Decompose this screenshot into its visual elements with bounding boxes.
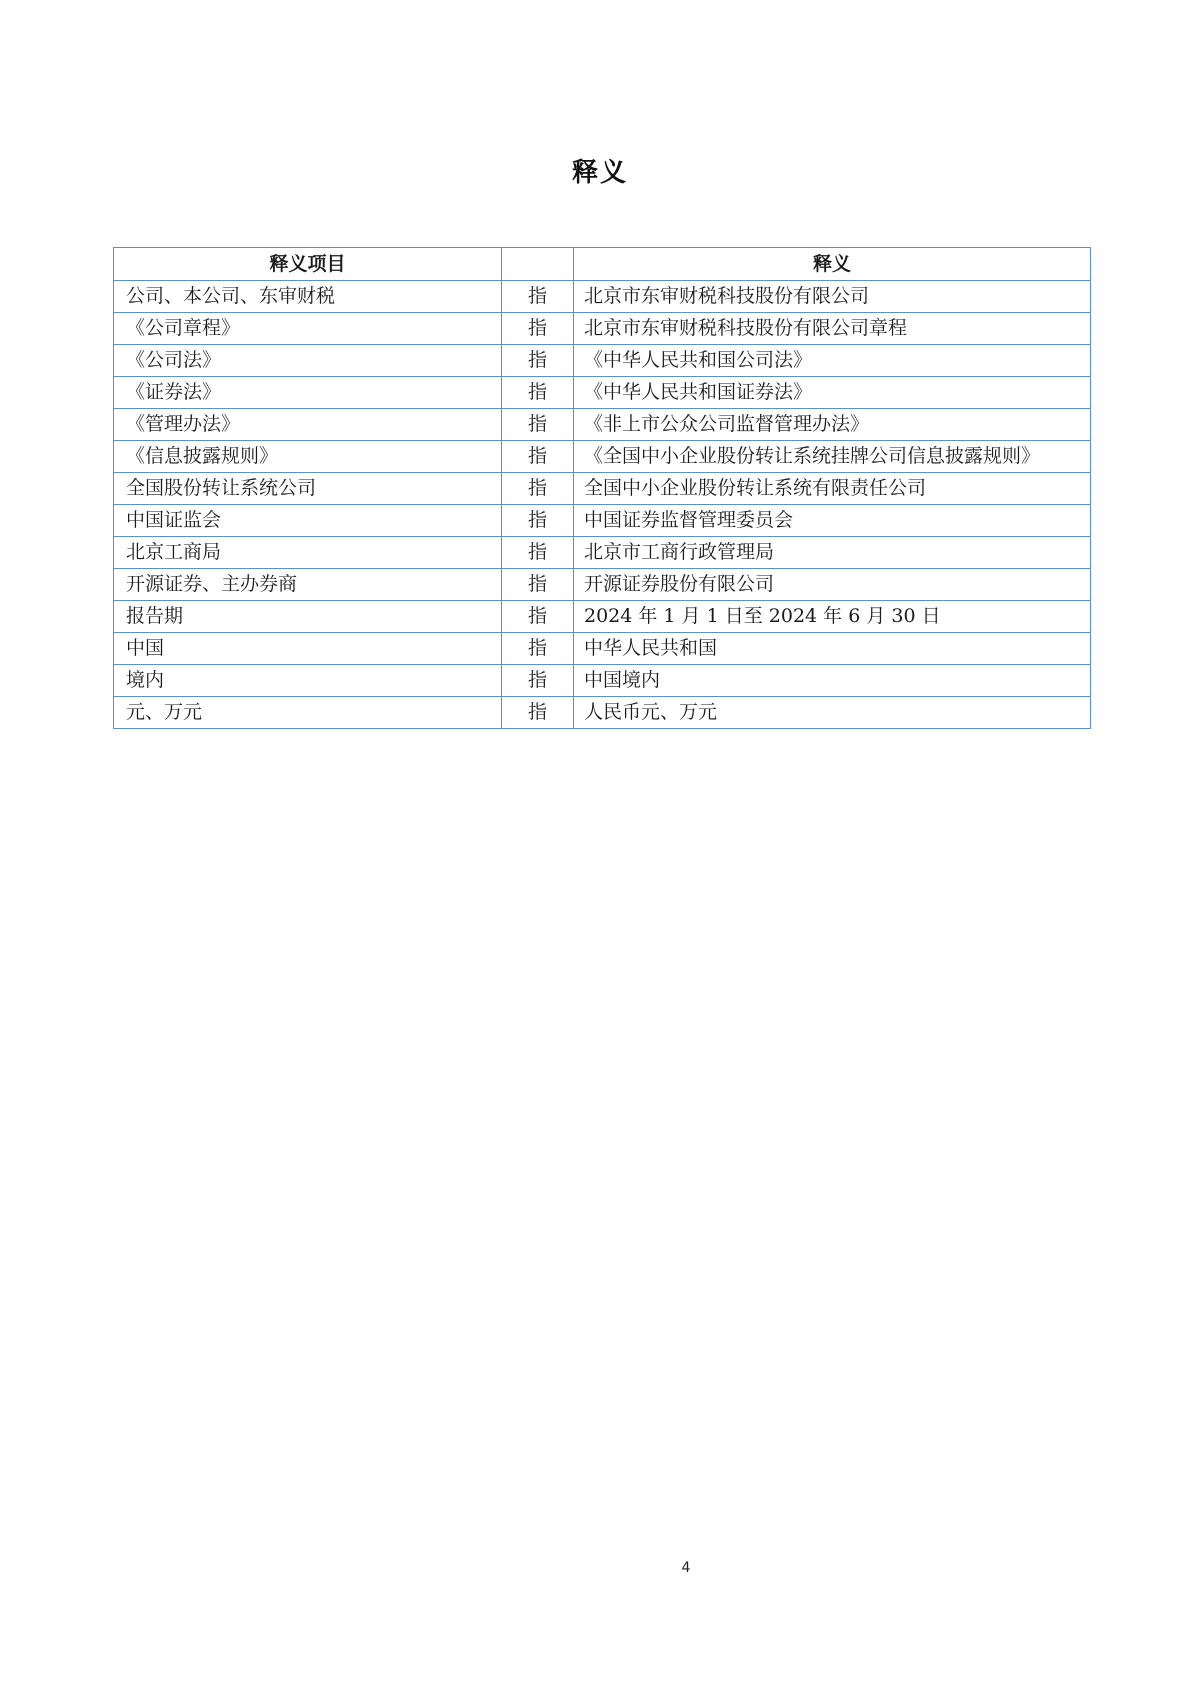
definition-cell: 北京市东审财税科技股份有限公司 <box>574 281 1091 313</box>
page-title: 释义 <box>571 158 628 188</box>
term-cell: 《证券法》 <box>114 377 502 409</box>
table-row <box>114 441 1091 473</box>
ref-cell: 指 <box>502 633 574 665</box>
ref-cell: 指 <box>502 537 574 569</box>
term-cell: 全国股份转让系统公司 <box>114 473 502 505</box>
term-cell: 开源证券、主办券商 <box>114 569 502 601</box>
term-cell: 《管理办法》 <box>114 409 502 441</box>
definition-cell: 北京市工商行政管理局 <box>574 537 1091 569</box>
ref-cell: 指 <box>502 441 574 473</box>
definition-cell: 2024 年 1 月 1 日至 2024 年 6 月 30 日 <box>574 601 1091 633</box>
ref-cell: 指 <box>502 665 574 697</box>
ref-cell: 指 <box>502 473 574 505</box>
term-cell: 中国 <box>114 633 502 665</box>
ref-cell: 指 <box>502 313 574 345</box>
ref-cell: 指 <box>502 281 574 313</box>
table-row <box>114 313 1091 345</box>
term-cell: 中国证监会 <box>114 505 502 537</box>
term-cell: 报告期 <box>114 601 502 633</box>
header-term: 释义项目 <box>114 248 502 281</box>
ref-cell: 指 <box>502 505 574 537</box>
definition-cell: 《非上市公众公司监督管理办法》 <box>574 409 1091 441</box>
table-row <box>114 505 1091 537</box>
table-row <box>114 281 1091 313</box>
table-row <box>114 601 1091 633</box>
header-definition: 释义 <box>574 248 1091 281</box>
table-row <box>114 665 1091 697</box>
definition-cell: 《中华人民共和国证券法》 <box>574 377 1091 409</box>
term-cell: 公司、本公司、东审财税 <box>114 281 502 313</box>
term-cell: 《信息披露规则》 <box>114 441 502 473</box>
page-number: 4 <box>681 1560 691 1576</box>
definition-cell: 《全国中小企业股份转让系统挂牌公司信息披露规则》 <box>574 441 1091 473</box>
table-row <box>114 409 1091 441</box>
definition-cell: 中华人民共和国 <box>574 633 1091 665</box>
table-row <box>114 697 1091 729</box>
definition-cell: 开源证券股份有限公司 <box>574 569 1091 601</box>
definition-cell: 中国境内 <box>574 665 1091 697</box>
table-row <box>114 537 1091 569</box>
definition-cell: 人民币元、万元 <box>574 697 1091 729</box>
ref-cell: 指 <box>502 409 574 441</box>
table-row <box>114 633 1091 665</box>
ref-cell: 指 <box>502 601 574 633</box>
table-row <box>114 377 1091 409</box>
definition-cell: 《中华人民共和国公司法》 <box>574 345 1091 377</box>
definition-cell: 全国中小企业股份转让系统有限责任公司 <box>574 473 1091 505</box>
ref-cell: 指 <box>502 377 574 409</box>
term-cell: 《公司法》 <box>114 345 502 377</box>
table-row <box>114 345 1091 377</box>
table-header-row <box>114 248 1091 281</box>
ref-cell: 指 <box>502 345 574 377</box>
ref-cell: 指 <box>502 569 574 601</box>
definitions-table <box>113 247 1091 729</box>
definition-cell: 北京市东审财税科技股份有限公司章程 <box>574 313 1091 345</box>
term-cell: 境内 <box>114 665 502 697</box>
table-row <box>114 473 1091 505</box>
term-cell: 北京工商局 <box>114 537 502 569</box>
term-cell: 元、万元 <box>114 697 502 729</box>
header-ref <box>502 248 574 281</box>
table-row <box>114 569 1091 601</box>
ref-cell: 指 <box>502 697 574 729</box>
definition-cell: 中国证券监督管理委员会 <box>574 505 1091 537</box>
term-cell: 《公司章程》 <box>114 313 502 345</box>
